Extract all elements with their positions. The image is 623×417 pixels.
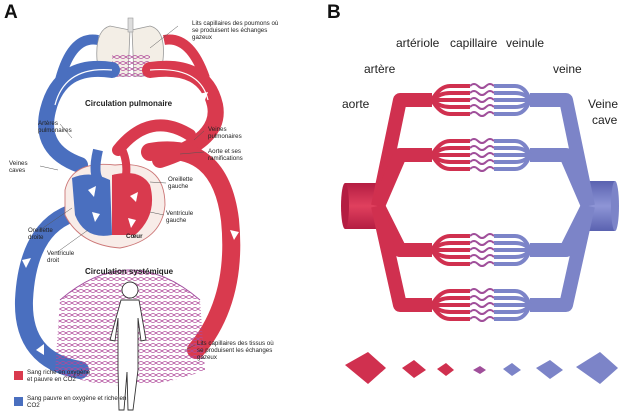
capillary-bundle: [432, 84, 530, 116]
label-right-ventricle: Ventricule droit: [47, 250, 75, 265]
legend-blue-label: Sang pauvre en oxygène et riche en CO2: [27, 395, 127, 410]
capillary-bundle: [432, 139, 530, 171]
capillaire: [470, 84, 494, 88]
capillaire: [470, 153, 494, 157]
capillaire: [470, 303, 494, 307]
label-veine-cave-2: cave: [592, 113, 618, 127]
capillaire: [470, 289, 494, 293]
capillaire: [470, 146, 494, 150]
capillaire: [470, 248, 494, 252]
capillaire: [470, 91, 494, 95]
label-heart: Cœur: [126, 233, 143, 240]
label-pulmonary-circulation: Circulation pulmonaire: [85, 99, 173, 108]
arteres: [378, 100, 432, 305]
capillaire: [470, 167, 494, 171]
label-pulmonary-veins: Veines pulmonaires: [208, 126, 242, 141]
capillaire: [470, 98, 494, 102]
label-capillaire: capillaire: [450, 36, 498, 50]
capillary-bundle: [432, 289, 530, 321]
capillaire: [470, 160, 494, 164]
capillary-networks: [432, 84, 530, 321]
veines: [530, 100, 588, 305]
capillaire: [470, 241, 494, 245]
label-veine-cave-1: Veine: [588, 97, 619, 111]
label-veinule: veinule: [506, 36, 545, 50]
capillaire: [470, 317, 494, 321]
capillaire: [470, 296, 494, 300]
size-arrows: [345, 352, 618, 384]
capillary-bundle: [432, 234, 530, 266]
capillaire: [470, 112, 494, 116]
label-left-ventricle: Ventricule gauche: [166, 210, 194, 225]
label-veine: veine: [553, 62, 582, 76]
label-artere: artère: [364, 62, 396, 76]
label-lungs-capillaries: Lits capillaires des poumons où se produisent les échanges gazeux: [192, 20, 279, 42]
capillaire: [470, 139, 494, 143]
capillaire: [470, 234, 494, 238]
label-aorte: aorte: [342, 97, 370, 111]
label-pulmonary-arteries: Artères pulmonaires: [38, 120, 72, 135]
label-right-atrium: Oreillette droite: [28, 227, 53, 242]
label-arteriole: artériole: [396, 36, 440, 50]
label-venae-cavae: Veines caves: [9, 160, 28, 175]
label-aorta-branches: Aorte et ses ramifications: [208, 148, 243, 163]
capillaire: [470, 262, 494, 266]
label-tissue-capillaries: Lits capillaires des tissus où se produisent les échanges gazeux: [197, 340, 274, 362]
label-systemic-circulation: Circulation systémique: [85, 267, 174, 276]
capillaire: [470, 255, 494, 259]
capillaire: [470, 105, 494, 109]
capillaire: [470, 310, 494, 314]
legend-red-label: Sang riche en oxygène et pauvre en CO2: [27, 369, 91, 384]
panel-b-letter: B: [327, 2, 341, 23]
label-left-atrium: Oreillette gauche: [168, 176, 193, 191]
panel-a-letter: A: [4, 2, 18, 23]
